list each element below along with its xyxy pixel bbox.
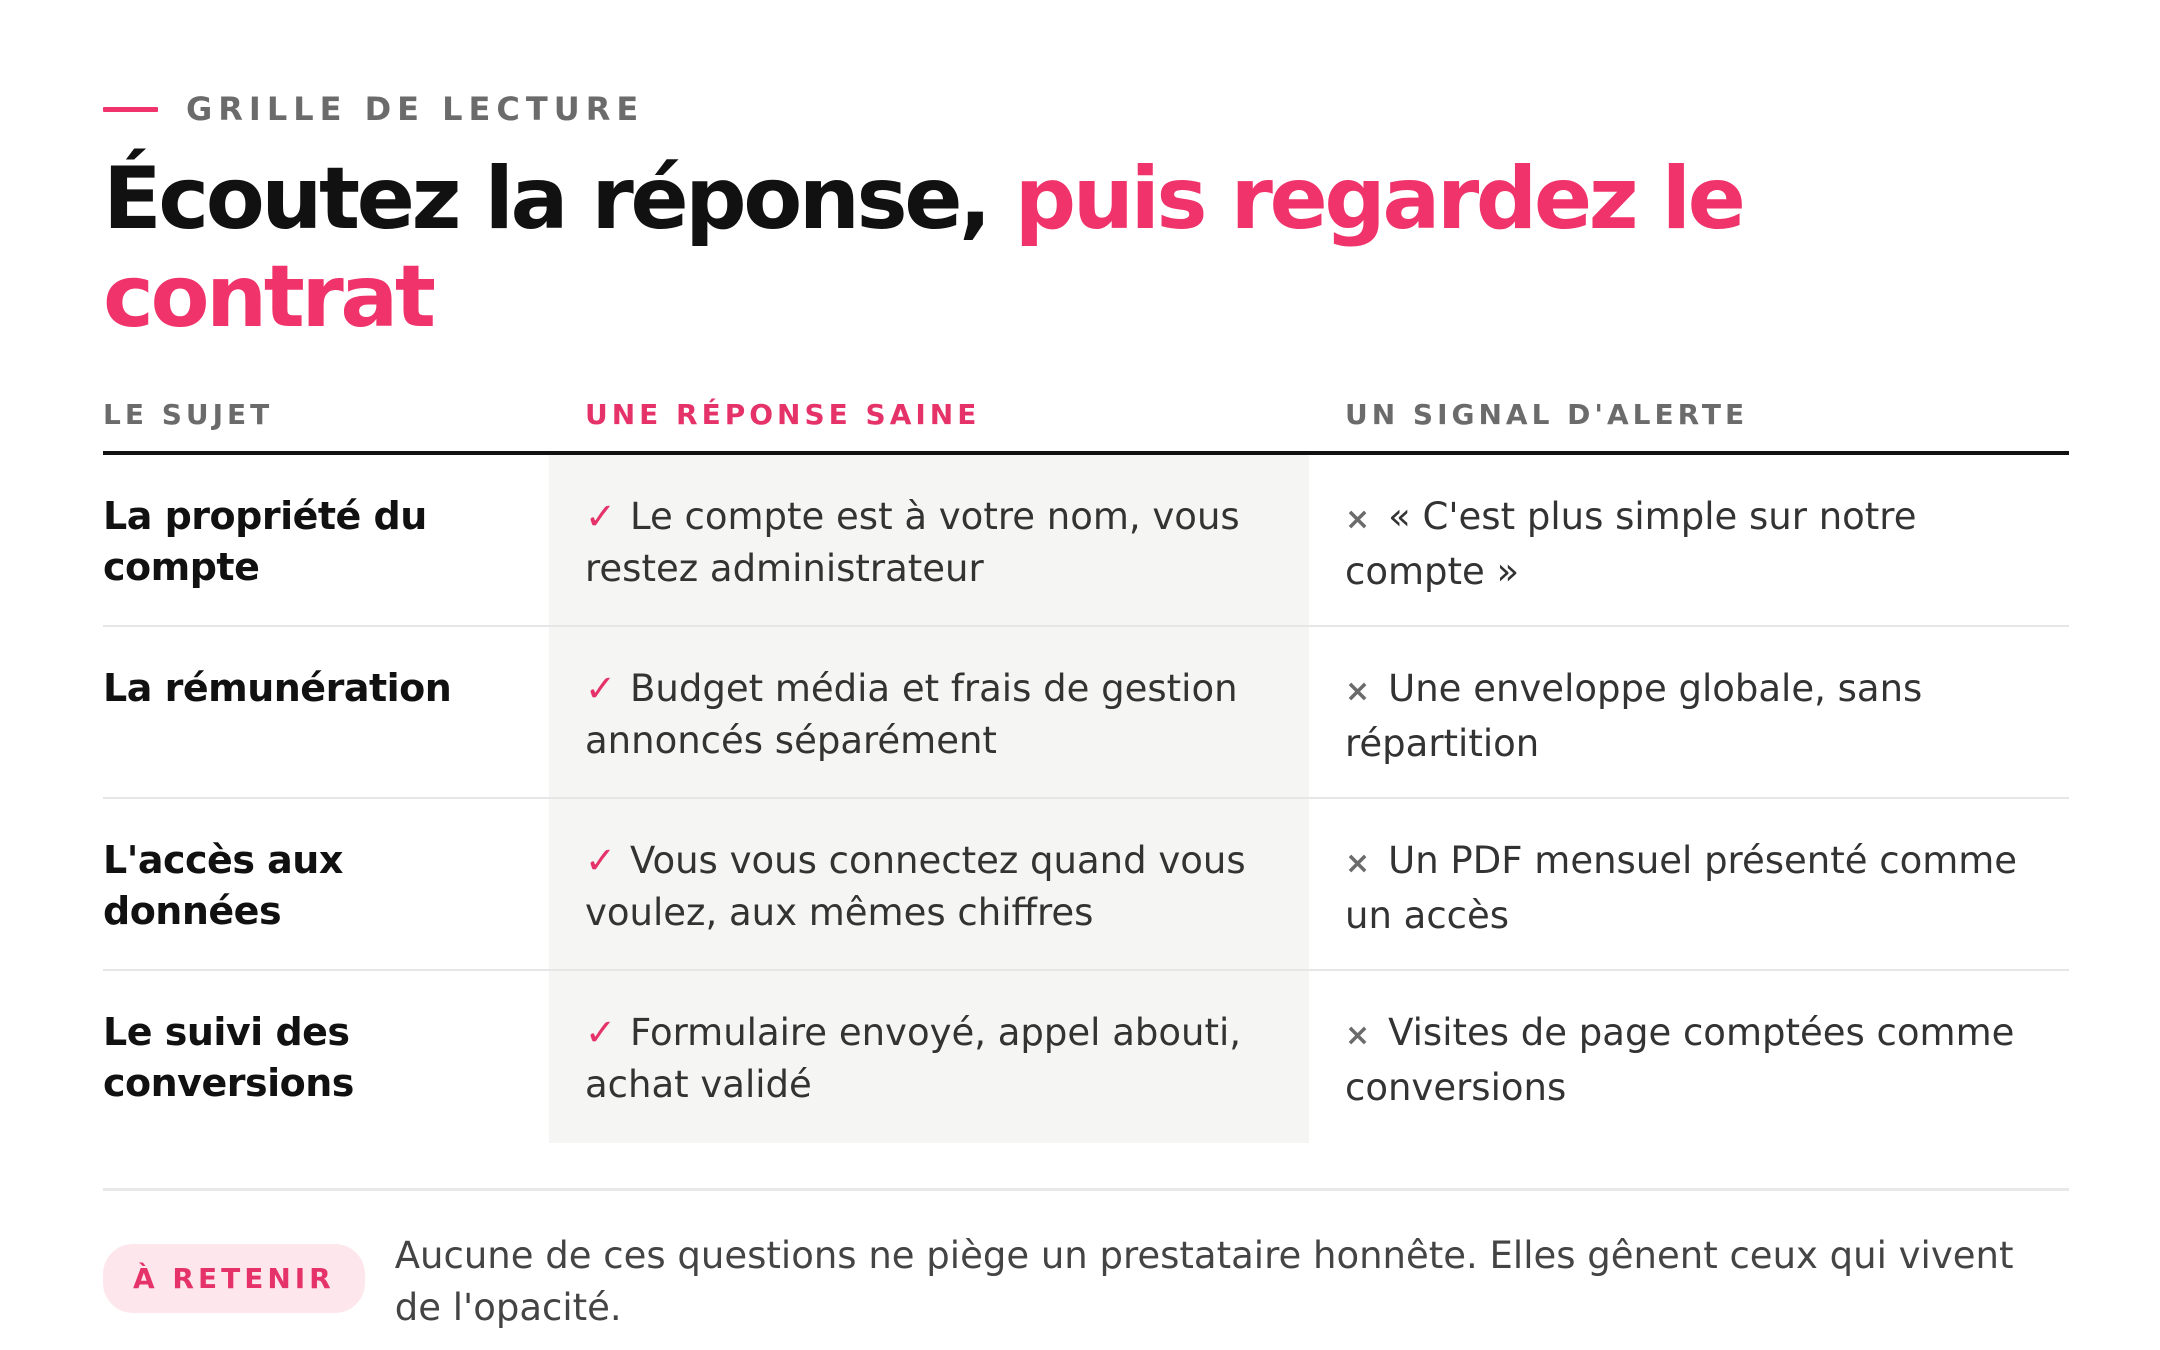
title-plain: Écoutez la réponse, xyxy=(103,149,1015,249)
table-header xyxy=(103,390,2069,455)
takeaway-badge: À RETENIR xyxy=(103,1244,365,1313)
row-subject: L'accès aux données xyxy=(103,838,343,933)
table-row xyxy=(103,455,2069,627)
warning-signal-cell xyxy=(1309,799,2069,969)
warning-signal-text: Visites de page comptées comme conversions xyxy=(1345,1011,2015,1109)
row-subject: La propriété du compte xyxy=(103,494,427,589)
row-subject: Le suivi des conversions xyxy=(103,1010,354,1105)
check-icon: ✓ xyxy=(585,1011,617,1054)
healthy-answer-cell xyxy=(549,799,1309,969)
check-icon: ✓ xyxy=(585,667,617,710)
header-warning-signal: UN SIGNAL D'ALERTE xyxy=(1345,398,1749,431)
cross-icon: × xyxy=(1345,846,1371,881)
eyebrow-label: GRILLE DE LECTURE xyxy=(186,90,645,128)
warning-signal-text: Une enveloppe globale, sans répartition xyxy=(1345,667,1923,765)
takeaway-text: Aucune de ces questions ne piège un prestataire honnête. Elles gênent ceux qui vivent de l'opacité. xyxy=(394,1234,2014,1329)
eyebrow xyxy=(103,90,644,128)
section-divider xyxy=(103,1188,2069,1191)
check-icon: ✓ xyxy=(585,839,617,882)
healthy-answer-text: Le compte est à votre nom, vous restez administrateur xyxy=(585,495,1240,590)
cross-icon: × xyxy=(1345,502,1371,537)
comparison-table xyxy=(103,390,2069,1143)
title-accent: puis regardez le contrat xyxy=(103,149,1743,347)
table-row xyxy=(103,799,2069,971)
header-healthy-answer: UNE RÉPONSE SAINE xyxy=(585,398,981,431)
healthy-answer-cell xyxy=(549,627,1309,797)
healthy-answer-text: Formulaire envoyé, appel abouti, achat validé xyxy=(585,1011,1242,1106)
warning-signal-text: Un PDF mensuel présenté comme un accès xyxy=(1345,839,2018,937)
takeaway xyxy=(103,1230,2069,1334)
header-subject: LE SUJET xyxy=(103,398,274,431)
table-row xyxy=(103,971,2069,1143)
warning-signal-cell xyxy=(1309,971,2069,1143)
warning-signal-text: « C'est plus simple sur notre compte » xyxy=(1345,495,1917,593)
cross-icon: × xyxy=(1345,1018,1371,1053)
warning-signal-cell xyxy=(1309,455,2069,625)
check-icon: ✓ xyxy=(585,495,617,538)
healthy-answer-cell xyxy=(549,455,1309,625)
healthy-answer-text: Budget média et frais de gestion annoncés séparément xyxy=(585,667,1238,762)
row-subject: La rémunération xyxy=(103,666,452,710)
healthy-answer-cell xyxy=(549,971,1309,1143)
healthy-answer-text: Vous vous connectez quand vous voulez, aux mêmes chiffres xyxy=(585,839,1246,934)
cross-icon: × xyxy=(1345,674,1371,709)
table-row xyxy=(103,627,2069,799)
eyebrow-accent-rule xyxy=(103,107,158,112)
warning-signal-cell xyxy=(1309,627,2069,797)
page-title xyxy=(103,150,1983,346)
